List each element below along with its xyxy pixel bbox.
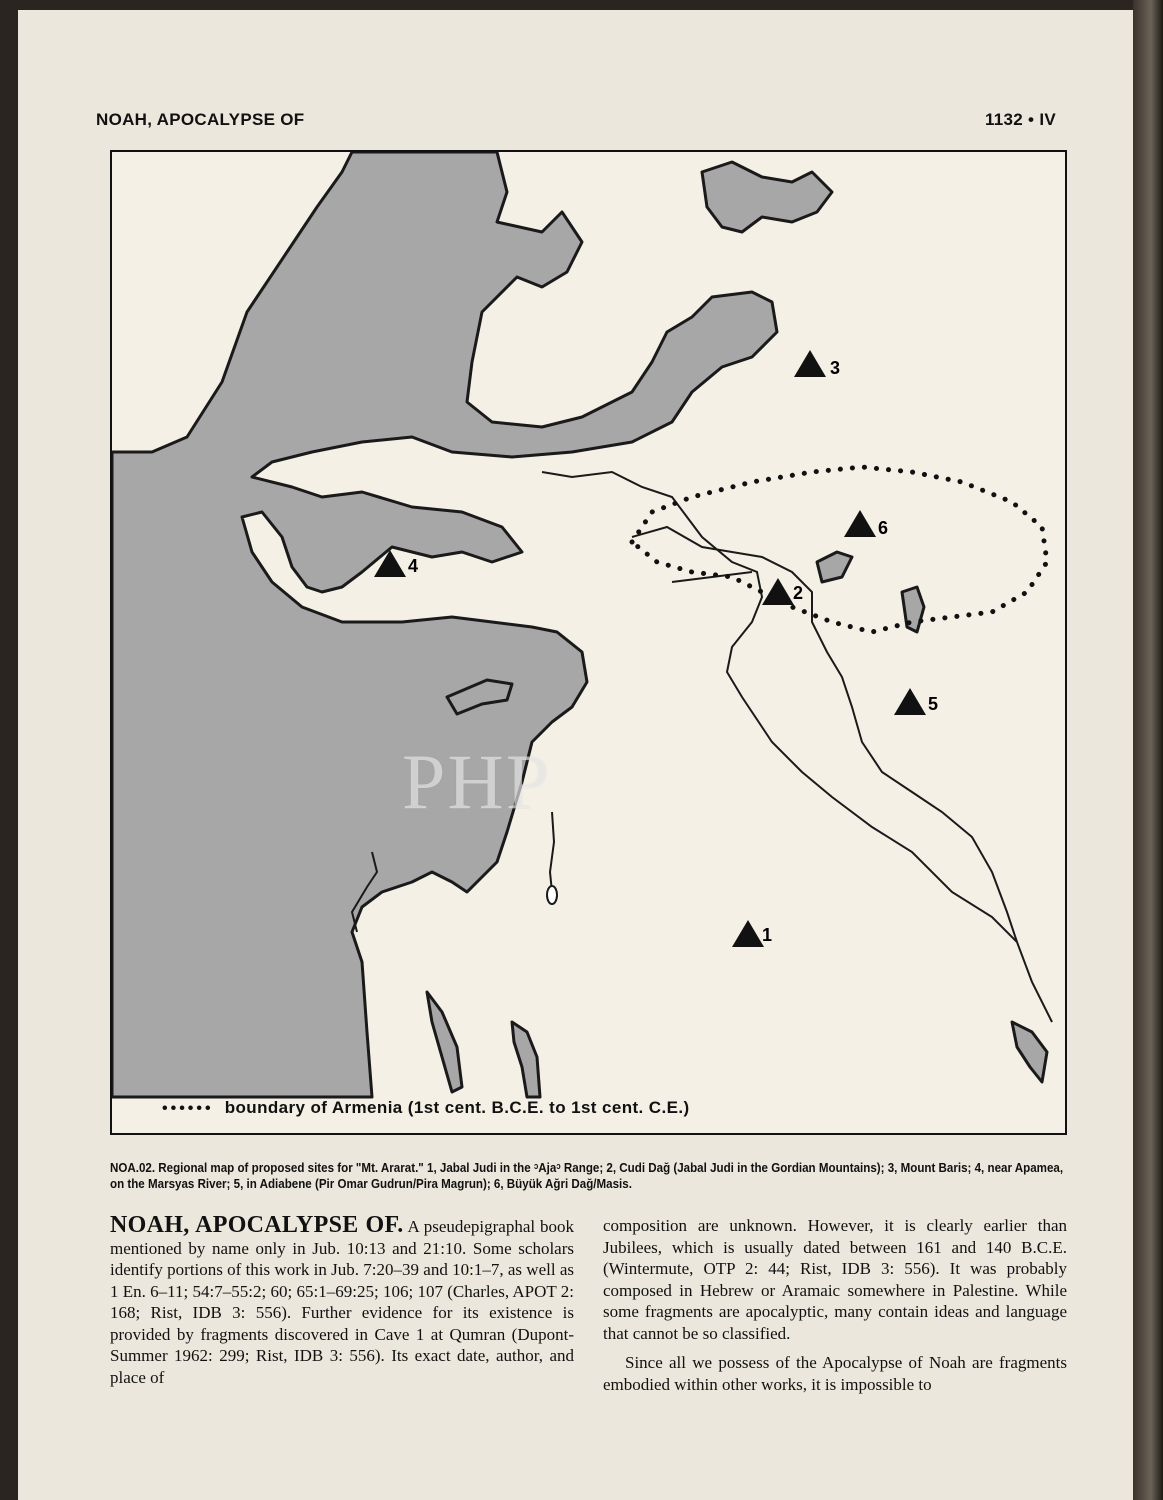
site-label-3: 3 <box>830 358 841 378</box>
landmass-anatolia-levant <box>112 152 777 1097</box>
site-label-1: 1 <box>762 925 773 945</box>
legend-text: boundary of Armenia (1st cent. B.C.E. to 1st cent. C.E.) <box>224 1098 690 1117</box>
right-paragraph-2: Since all we possess of the Apocalypse of Noah are fragments embodied within other works, it is impossible to <box>603 1353 1067 1394</box>
site-label-2: 2 <box>793 583 804 603</box>
article-paragraph-1 <box>110 1212 575 1388</box>
entry-title: NOAH, APOCALYPSE OF. <box>110 1212 404 1238</box>
site-6 <box>844 510 888 538</box>
left-text: A pseudepigraphal book mentioned by name only in Jub. 10:13 and 21:10. Some scholars identify portions of this work in Jub. 7:20–39 and 10:1–7, as well as 1 En. 6–11; 54:7–55:2; 60; 65:1–69:25; 106; 107 (Charles, APOT 2: 168; Rist, IDB 3: 556). Further evidence for its existence is provided by fragments discovered in Cave 1 at Qumran (Dupont-Summer 1962: 299; Rist, IDB 3: 556). Its exact date, author, and place of <box>110 1217 575 1387</box>
watermark: PHP <box>402 738 552 825</box>
armenia-boundary <box>632 467 1047 632</box>
column-left <box>110 1212 575 1388</box>
triangle-marker-icon <box>894 688 926 715</box>
site-1 <box>732 920 772 947</box>
right-paragraph-1: composition are unknown. However, it is clearly earlier than Jubilees, which is usually dated between 161 and 140 B.C.E. (Wintermute, OTP 2: 44; Rist, IDB 3: 556). It was probably composed in Hebrew or Aramaic somewhere in Palestine. While some fragments are apocalyptic, many contain ideas and language that cannot be so classified. <box>603 1216 1067 1343</box>
column-right <box>603 1215 1067 1395</box>
landmass-upper-right <box>702 162 832 232</box>
lake-urmia <box>902 587 924 632</box>
site-label-5: 5 <box>928 694 939 714</box>
river-euphrates <box>542 472 1052 1022</box>
gulf-aqaba <box>512 1022 540 1097</box>
triangle-marker-icon <box>732 920 764 947</box>
river-tigris <box>632 527 1017 942</box>
running-head <box>96 110 1056 130</box>
page-number: 1132 • IV <box>984 110 1056 129</box>
persian-gulf <box>1012 1022 1047 1082</box>
map-figure <box>110 150 1067 1135</box>
running-head-title: NOAH, APOCALYPSE OF <box>96 110 305 129</box>
site-label-6: 6 <box>878 518 889 538</box>
regional-map <box>112 152 1065 1133</box>
site-3 <box>794 350 840 378</box>
site-2 <box>762 578 803 605</box>
triangle-marker-icon <box>762 578 794 605</box>
triangle-marker-icon <box>844 510 876 537</box>
map-legend <box>162 1098 690 1118</box>
figure-caption: NOA.02. Regional map of proposed sites for "Mt. Ararat." 1, Jabal Judi in the ᵓAjaᵓ Range; 2, Cudi Dağ (Jabal Judi in the Gordian Mountains); 3, Mount Baris; 4, near Apamea, on the Marsyas River; 5, in Adiabene (Pir Omar Gudrun/Pira Magrun); 6, Büyük Ağri Dağ/Masis. <box>110 1161 1064 1191</box>
lake-van <box>817 552 852 582</box>
site-label-4: 4 <box>408 556 419 576</box>
page-edge <box>1133 0 1163 1500</box>
legend-dots: •••••• <box>162 1100 214 1117</box>
gulf-suez <box>427 992 462 1092</box>
site-5 <box>894 688 938 715</box>
triangle-marker-icon <box>794 350 826 377</box>
